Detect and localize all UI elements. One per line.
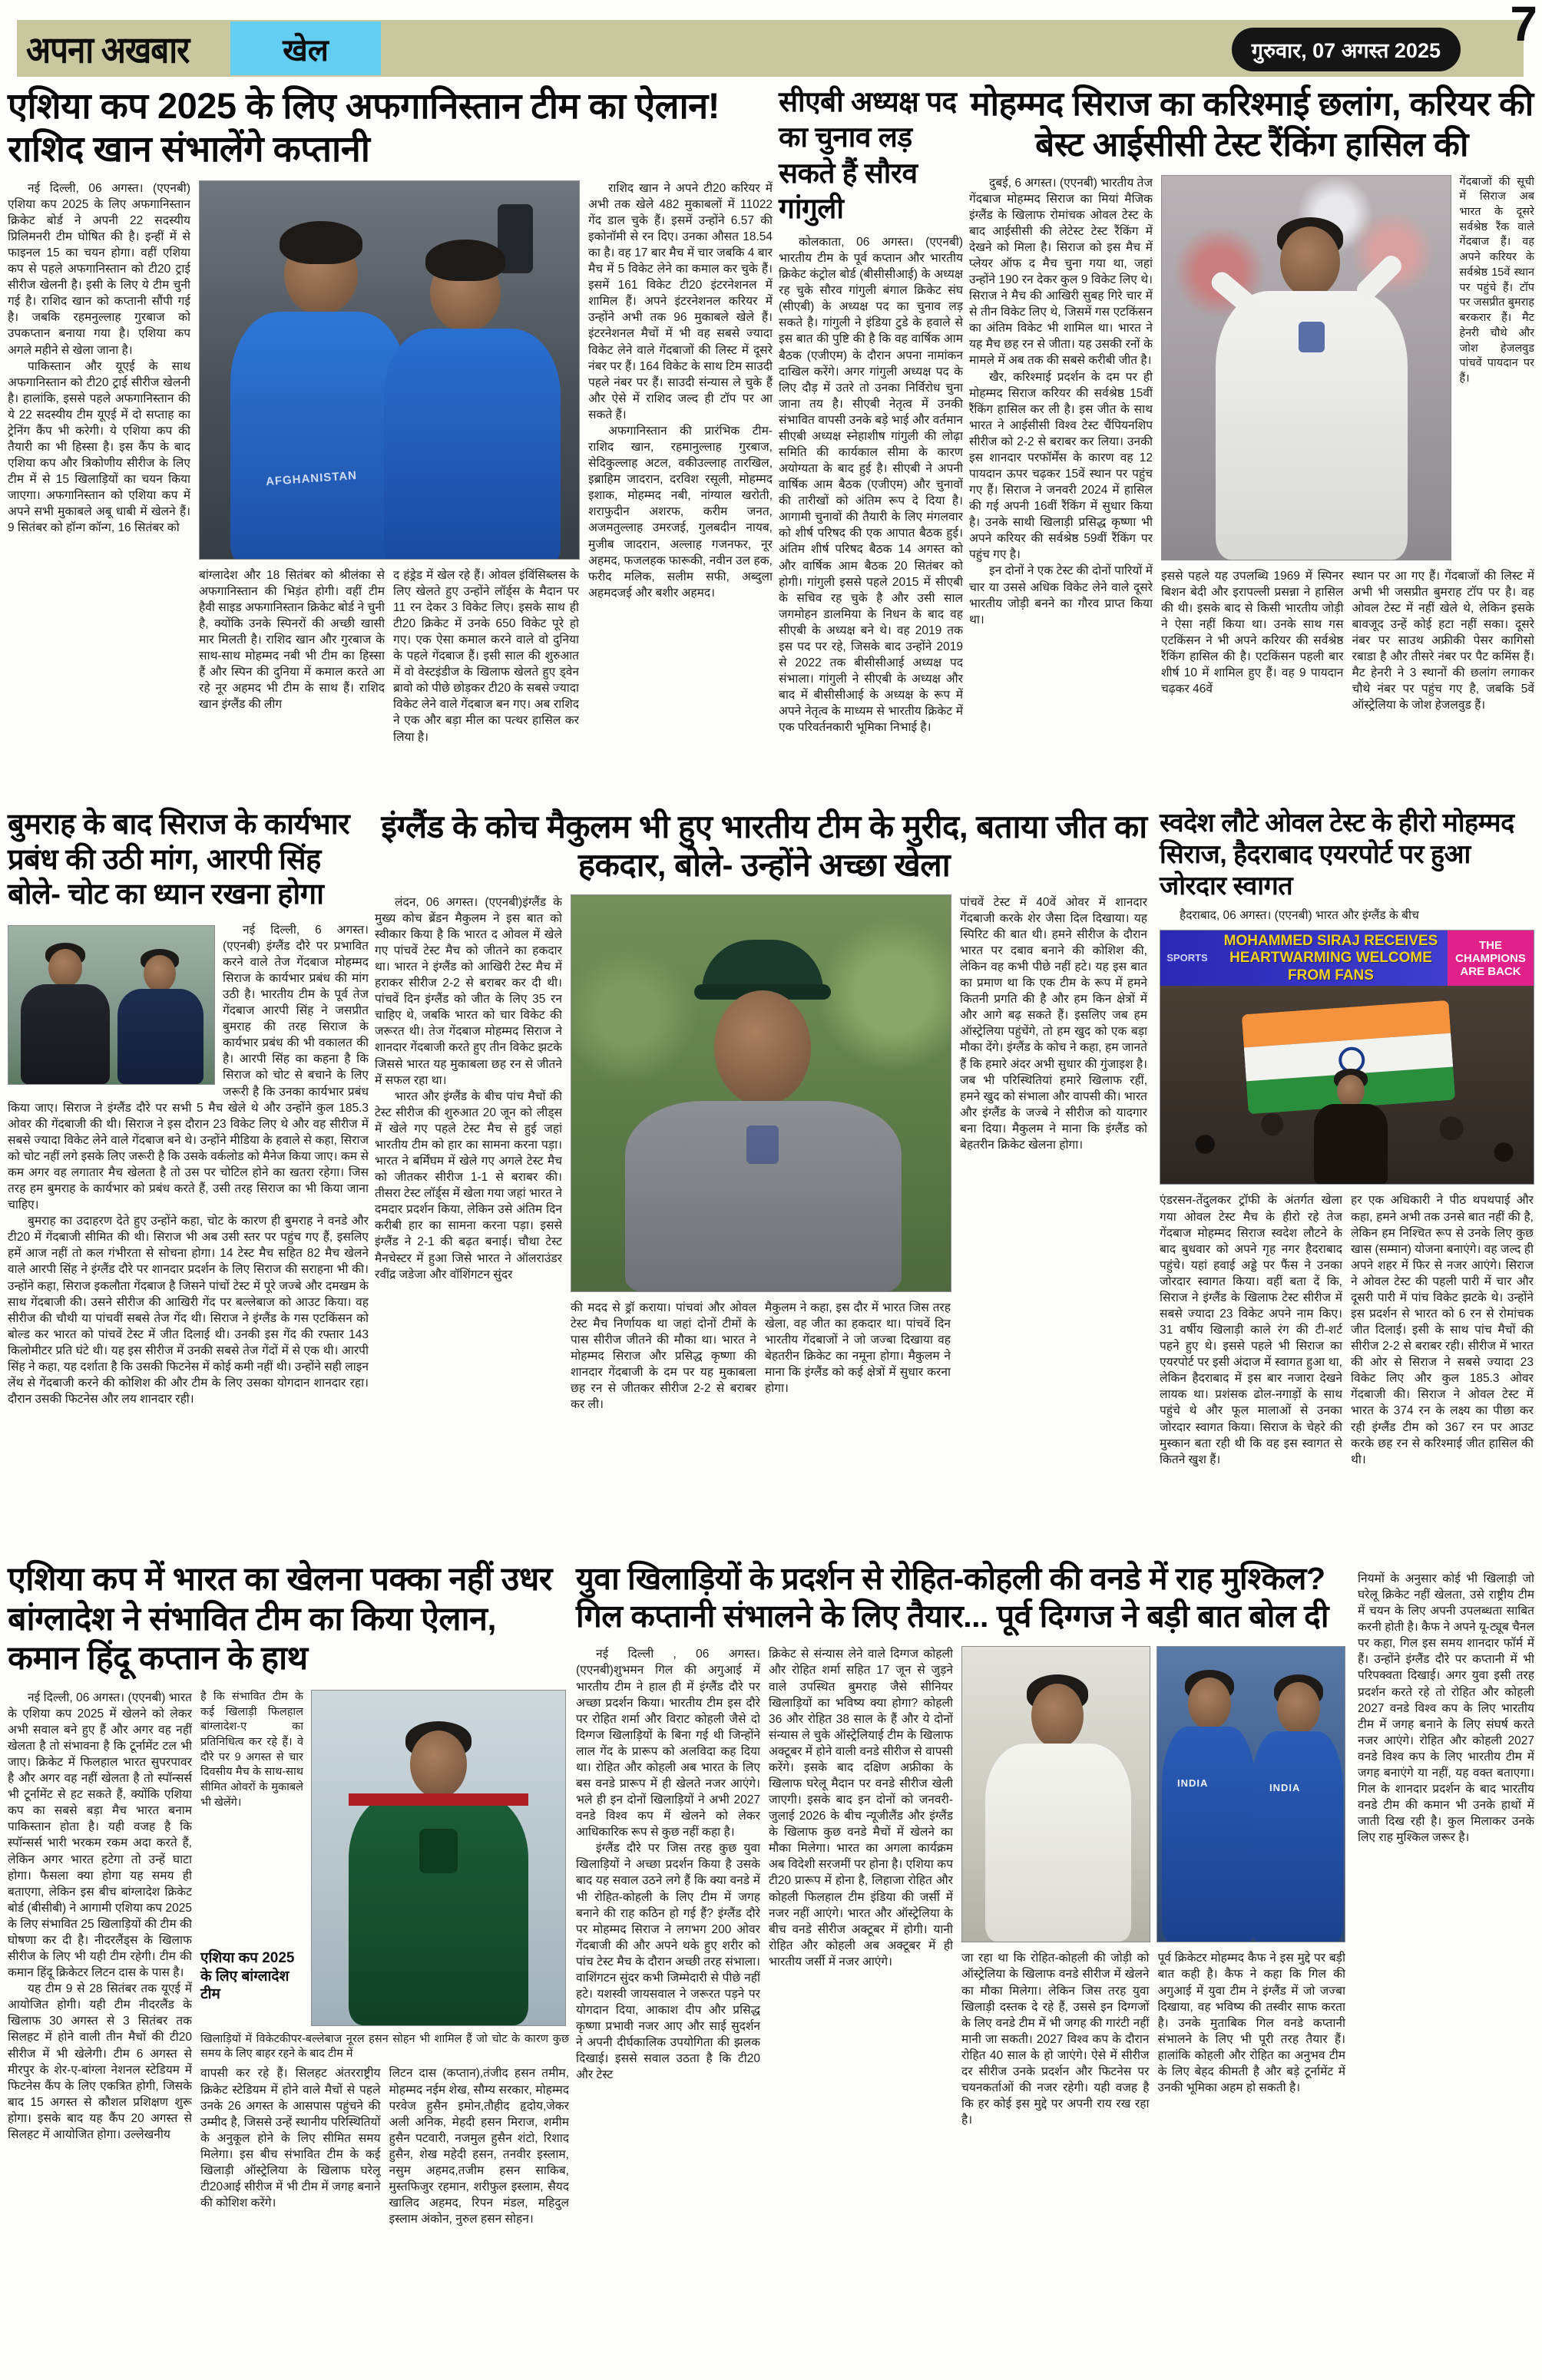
bangladesh-side-text: है कि संभावित टीम के कई खिलाड़ी फिलहाल बांग्लादेश-ए का प्रतिनिधित्व कर रहे हैं। वे दौरे पर 9 अगस्त से चार दिवसीय मैच के साथ-साथ सीमित ओवरों के मुकाबले भी खेलेंगे। [200, 1690, 303, 1809]
paragraph: इंग्लैंड दौरे पर जिस तरह कुछ युवा खिलाड़ियों ने अच्छा प्रदर्शन किया है उसके बाद यह सवाल उठने लगे हैं कि क्या वनडे में भी रोहित-कोहली के लिए टीम में जगह बनाने की राह कठिन हो गई हैं? इंग्लैंड दौरे पर मोहम्मद सिराज ने लगभग 200 ओवर गेंदबाजी की और अपने थके हुए शरीर को पांच टेस्ट मैच के दौरान अच्छी तरह संभाला। वाशिंगटन सुंदर कभी जिम्मेदारी से पीछे नहीं हटे। यशस्वी जायसवाल ने जरूरत पड़ने पर योगदान दिया, आकाश दीप और प्रसिद्ध कृष्णा प्रभावी नजर आए और साई सुदर्शन ने अपनी दीर्घकालिक उपयोगिता की झलक दिखाई। इससे सवाल उठता है कि टी20 और टेस्ट [576, 1842, 760, 2082]
paragraph: अफगानिस्तान की प्रारंभिक टीम- राशिद खान, रहमानुल्लाह गुरबाज, सेदिकुल्लाह अटल, वकीउल्लाह तारखिल, इब्राहिम जादरान, दरविश रसूली, मोहम्मद इशाक, मोहम्मद नबी, नांग्याल खरोती, शराफुदीन अशरफ, करीम जनत, अजमतुल्लाह उमरजई, गुलबदीन नायब, मुजीब जादरान, अल्लाह गजनफर, नूर अहमद, फजलहक फारूकी, नवीन उल हक, फरीद मलिक, सलीम सफी, अब्दुला अहमदजई और बशीर अहमद। [588, 424, 773, 600]
rohit-kohli-below-right: पूर्व क्रिकेटर मोहम्मद कैफ ने इस मुद्दे पर बड़ी बात कही है। कैफ ने कहा कि गिल की अगुआई में युवा टीम ने इंग्लैंड में जो जज्बा दिखाया, वह भविष्य की तस्वीर साफ करता है। उनके मुताबिक गिल वनडे कप्तानी संभालने के लिए भी पूरी तरह तैयार हैं। हालांकि कोहली और रोहित का अनुभव टीम के लिए बेहद कीमती है और बड़े टूर्नामेंट में उनकी भूमिका अहम हो सकती है। [1157, 1952, 1345, 2094]
mccullum-col4: पांचवें टेस्ट में 40वें ओवर में शानदार गेंदबाजी करके शेर जैसा दिल दिखाया। यह स्पिरिट की बात थी। हमने सीरीज के दौरान भारत पर दबाव बनाने की कोशिश की, लेकिन वह कभी पीछे नहीं हटे। यह इस बात का प्रमाण था कि एक टीम के रूप में हमने कितनी प्रगति की है और हम किन क्षेत्रों में और आगे बढ़ सकते हैं। इसलिए जब हम ऑस्ट्रेलिया पहुंचेंगे, तो हम खुद को एक बड़ा मौका देंगे। इंग्लैंड के कोच ने कहा, हम जानते हैं कि हमारे अंदर अभी सुधार की गुंजाइश है। जब भी परिस्थितियां हमारे खिलाफ रहीं, हमने खुद को संभाला और वापसी की। भारत और इंग्लैंड के जज्बे ने सीरीज को यादगार बना दिया। मैकुलम ने माना कि इंग्लैंड को बेहतरीन क्रिकेट खेलना होगा। [960, 895, 1147, 1152]
mccullum-below-right: मैकुलम ने कहा, इस दौर में भारत जिस तरह खेला, वह जीत का हकदार था। पांचवें दिन भारतीय गेंदबाजों ने जो जज्बा दिखाया वह बेहतरीन क्रिकेट का नमूना होगा। मैकुलम ने माना कि इंग्लैंड को कई क्षेत्रों में सुधार करना होगा। [765, 1301, 951, 1396]
headline-rp-singh: बुमराह के बाद सिराज के कार्यभार प्रबंध की उठी मांग, आरपी सिंह बोले- चोट का ध्यान रखना होगा [8, 808, 350, 911]
photo-siraj-welcome [1160, 930, 1534, 1185]
mccullum-col1 [375, 894, 562, 1532]
paragraph: राशिद खान ने अपने टी20 करियर में अभी तक खेले 482 मुकाबलों में 11022 गेंद डाल चुके हैं। इसमें उन्होंने 6.57 की इकोनॉमी से रन दिए। उनका औसत 18.54 का है। वह 17 बार मैच में चार जबकि 4 बार मैच में 5 विकेट लेने का कमाल कर चुके हैं। इसमें 161 विकेट टी20 इंटरनेशनल में शामिल हैं। अपने इंटरनेशनल करियर में उन्होंने अभी तक 96 मुकाबले खेले हैं। इंटरनेशनल मैचों में भी वह सबसे ज्यादा विकेट लेने वाले गेंदबाजों की लिस्ट में दूसरे नंबर पर हैं। 164 विकेट के साथ टिम साउदी पहले नंबर पर हैं। साउदी संन्यास ले चुके हैं और ऐसे में राशिद जल्द ही टॉप पर आ सकते हैं। [588, 181, 773, 421]
paragraph: कोलकाता, 06 अगस्त। (एएनबी) भारतीय टीम के पूर्व कप्तान और भारतीय क्रिकेट कंट्रोल बोर्ड (बीसीसीआई) के अध्यक्ष रह चुके सौरव गांगुली बंगाल क्रिकेट संघ (सीएबी) के अध्यक्ष पद का चुनाव लड़ सकते है। गांगुली ने इंडिया टुडे के हवाले से इस बात की पुष्टि की है कि वह वार्षिक आम बैठक (एजीएम) के दौरान अपना नामांकन दाखिल करेंगे। अगर गांगुली अध्यक्ष पद के लिए दौड़ में उतरे तो उनका निर्विरोध चुना जाना तय है। सीएबी नेतृत्व में उनकी संभावित वापसी उनके बड़े भाई और वर्तमान सीएबी अध्यक्ष स्नेहाशीष गांगुली की लोढ़ा समिति की कार्यकाल सीमा के कारण अयोग्यता के बाद हुई है। सीएबी ने अपनी वार्षिक आम बैठक (एजीएम) और चुनावों की तारीखों को अंतिम रूप दे दिया है। आगामी चुनावों की तैयारी के लिए मंगलवार को शीर्ष परिषद की एक आपात बैठक हुई। अंतिम शीर्ष परिषद बैठक 14 अगस्त को और वार्षिक आम बैठक 20 सितंबर को होगी। गांगुली इससे पहले 2015 में सीएबी के सचिव रह चुके है और उसी साल जगमोहन डालमिया के निधन के बाद वह सीएबी के अध्यक्ष बने थे। वह 2019 तक इस पद पर रहे, जिसके बाद उन्होंने 2019 से 2022 तक बीसीसीआई अध्यक्ष पद संभाला। गांगुली ने सीएबी के अध्यक्ष और बाद में बीसीसीआई के अध्यक्ष के रूप में अपने नेतृत्व के माध्यम से भारतीय क्रिकेट में एक परिवर्तनकारी भूमिका निभाई है। [779, 236, 963, 735]
article-afghanistan [8, 84, 773, 805]
headline-rohit-kohli: युवा खिलाड़ियों के प्रदर्शन से रोहित-कोहली की वनडे में राह मुश्किल? गिल कप्तानी संभालने के लिए तैयार... पूर्व दिग्गज ने बड़ी बात बोल दी [576, 1561, 1329, 1635]
paragraph: बुमराह का उदाहरण देते हुए उन्होंने कहा, चोट के कारण ही बुमराह ने वनडे और टी20 में गेंदबाजी सीमित की थी। सिराज भी अब उसी स्तर पर पहुंच गए हैं, इसलिए हमें आज नहीं तो कल गंभीरता से सोचना होगा। 14 टेस्ट मैच सहित 82 मैच खेलने वाले आरपी सिंह ने इंग्लैंड दौरे पर शानदार प्रदर्शन के लिए सिराज की सराहना भी की। उन्होंने कहा, सिराज इकलौता गेंदबाज है जिसने पांचों टेस्ट में पूरे जज्बे और दमखम के साथ गेंदबाजी की। उसने सीरीज की आखिरी गेंद पर बल्लेबाज को आउट किया। वह सीरीज की चौथी या पांचवीं सबसे तेज गेंद थी। सिराज ने इंग्लैंड के गस एटकिंसन को बोल्ड कर भारत को पांचवें टेस्ट में जीत दिलाई थी। उनकी इस गेंद की रफ्तार 143 किलोमीटर प्रति घंटे थी। यह इस सीरीज में उनकी सबसे तेज गेंदों में से एक थी। आरपी सिंह ने कहा, यह दर्शाता है कि उसकी फिटनेस में कोई कमी नहीं थी। उन्होंने सही लाइन लेंथ से गेंदबाजी करने की कोशिश की और टीम के लिए उसका योगदान शानदार रहा। दौरान उसकी फिटनेस और लय शानदार रही। [8, 1215, 369, 1407]
paragraph: नई दिल्ली, 6 अगस्त। (एएनबी) इंग्लैंड दौरे पर प्रभावित करने वाले तेज गेंदबाज मोहम्मद सिराज के कार्यभार प्रबंध की मांग उठी है। भारतीय टीम के पूर्व तेज गेंदबाज आरपी सिंह ने जसप्रीत बुमराह की तरह सिराज के कार्यभार प्रबंध की भी वकालत की है। आरपी सिंह का कहना है कि सिराज को चोट से बचाने के लिए जरूरी है कि उनका कार्यभार प्रबंध किया जाए। सिराज ने इंग्लैंड दौरे पर सभी 5 मैच खेले थे और उन्होंने कुल 185.3 ओवर की गेंदबाजी की थी। सिराज ने इस दौरान 23 विकेट लिए थे और वह सीरीज में सबसे ज्यादा विकेट लेने वाले गेंदबाज बने थे। उन्होंने मीडिया के हवाले से कहा, सिराज को चोट नहीं लगे इसके लिए जरूरी है कि उसके वर्कलोड को मैनेज किया जाए। कम से कम अगर वह लगातार मैच खेलता है तो उस पर चोटिल होने का खतरा रहेगा। जिस तरह हम बुमराह के कार्यभार को प्रबंध करते हैं, उसी तरह सिराज का भी किया जाना चाहिए। [8, 923, 369, 1212]
siraj-welcome-col1: एंडरसन-तेंदुलकर ट्रॉफी के अंतर्गत खेला गया ओवल टेस्ट मैच के हीरो रहे तेज गेंदबाज मोहम्मद सिराज स्वदेश लौटने के बाद बुधवार को अपने गृह नगर हैदराबाद पहुंचे। यहां हवाई अड्डे पर फैंस ने उनका जोरदार स्वागत किया। वहीं बता दें कि, सिराज ने इंग्लैंड के खिलाफ टेस्ट सीरीज में सबसे ज्यादा 23 विकेट अपने नाम किए। 31 वर्षीय खिलाड़ी काले रंग की टी-शर्ट पहने हुए थे। इससे पहले भी सिराज का एयरपोर्ट पर इसी अंदाज में स्वागत हुआ था, लेकिन हैदराबाद में इस बार नजारा देखने लायक था। प्रशंसक ढोल-नगाड़ों के साथ पहुंचे थे और फूल मालाओं से उनका जोरदार स्वागत किया। सिराज के चेहरे की मुस्कान बता रही थी कि वह इस स्वागत से कितने खुश हैं। [1160, 1194, 1342, 1466]
paragraph: पाकिस्तान और यूएई के साथ अफगानिस्तान को टी20 ट्राई सीरीज खेलनी है। हालांकि, इससे पहले अफगानिस्तान की ये 22 सदस्यीय टीम यूएई में दो सप्ताह का ट्रेनिंग कैंप भी करेगी। ये एशिया कप की तैयारी का भी हिस्सा है। इस कैंप के बाद एशिया कप और त्रिकोणीय सीरीज के लिए टीम में से 15 खिलाड़ियों का चयन किया जाएगा। अफगानिस्तान को एशिया कप में अपने सभी मुकाबले अबू धाबी में खेलने हैं। 9 सितंबर को हॉन्ग कॉन्ग, 16 सितंबर को [8, 359, 190, 535]
article-siraj-ranking [969, 84, 1534, 805]
article-mccullum [375, 808, 1153, 1556]
headline-bangladesh: एशिया कप में भारत का खेलना पक्का नहीं उधर बांग्लादेश ने संभावित टीम का किया ऐलान, कमान हिंदू कप्तान के हाथ [8, 1561, 552, 1678]
paragraph: भारत और इंग्लैंड के बीच पांच मैचों की टेस्ट सीरीज की शुरुआत 20 जून को लीड्स में खेले गए पहले टेस्ट मैच से हुई जहां भारतीय टीम को हार का सामना करना पड़ा। भारत ने बर्मिंघम में खेले गए अगले टेस्ट मैच को जीतकर सीरीज 1-1 से बराबर की। तीसरा टेस्ट लॉर्ड्स में खेला गया जहां भारत ने दमदार प्रदर्शन किया, लेकिन उसे अंतिम दिन करीबी हार का सामना करना पड़ा। इससे इंग्लैंड ने 2-1 की बढ़त बनाई। चौथा टेस्ट मैनचेस्टर में हुआ जिसे भारत ने ऑलराउंडर रवींद्र जडेजा और वॉशिंगटन सुंदर [375, 1089, 562, 1281]
article-rp-singh [8, 808, 369, 1556]
photo-mohammad-kaif [961, 1646, 1150, 1942]
siraj-ranking-below-left: इससे पहले यह उपलब्धि 1969 में स्पिनर बिशन बेदी और इरापल्ली प्रसन्ना ने हासिल की थी। इसके बाद से किसी भारतीय जोड़ी ने ऐसा नहीं किया था। उनके साथ गस एटकिंसन ने भी अपने करियर की सर्वश्रेष्ठ रैंकिंग हासिल की है। एटकिंसन पहली बार शीर्ष 10 में शामिल हुए हैं। वह 9 पायदान चढ़कर 46वें [1161, 569, 1344, 696]
siraj-welcome-col2: हर एक अधिकारी ने पीठ थपथपाई और कहा, हमने अभी तक उनसे बात नहीं की है, लेकिन हम निश्चित रूप से उनके लिए कुछ खास (सम्मान) योजना बनाएंगे। वह जल्द ही अपने शहर में फिर से नजर आएंगे। सिराज ने ओवल टेस्ट की पहली पारी में चार और दूसरी पारी में पांच विकेट झटके थे। उन्होंने इस प्रदर्शन से भारत को 6 रन से रोमांचक जीत दिलाई। इसी के साथ पांच मैचों की सीरीज 2-2 से बराबर रही। सीरीज में भारत की ओर से सिराज ने सबसे ज्यादा 23 विकेट लिए और कुल 185.3 ओवर गेंदबाजी की। सिराज ने ओवल टेस्ट में भारत के 374 रन के लक्ष्य का पीछा कर रही इंग्लैंड टीम को 367 रन पर आउट करके छह रन से करिश्माई जीत हासिल की थी। [1351, 1194, 1534, 1466]
afghanistan-col2: बांग्लादेश और 18 सितंबर को श्रीलंका से अफगानिस्तान की भिड़ंत होगी। वहीं टीम हैवी साइड अफगानिस्तान क्रिकेट बोर्ड ने चुनी है, क्योंकि उनके स्पिनरों की अच्छी खासी मार मिलती है। राशिद खान और गुरबाज के साथ-साथ मोहम्मद नबी भी टीम का हिस्सा हैं और स्पिन की दुनिया में कमाल करते आ रहे नूर अहमद भी टीम के साथ हैं। राशिद खान इंग्लैंड की लीग [199, 568, 385, 712]
siraj-ranking-below-right: स्थान पर आ गए हैं। गेंदबाजों की लिस्ट में अभी भी जसप्रीत बुमराह टॉप पर है। वह ओवल टेस्ट में नहीं खेले थे, लेकिन इसके बावजूद उन्हें कोई हटा नहीं सका। दूसरे नंबर पर साउथ अफ्रीकी पेसर कागिसो रबाडा है और तीसरे नंबर पर पैट कमिंस हैं। मैट हेनरी ने 3 स्थानों की छलांग लगाकर चौथे नंबर पर पहुंच गए है, जबकि 5वें ऑस्ट्रेलिया के जोश हेजलवुड हैं। [1352, 569, 1534, 712]
headline-mccullum: इंग्लैंड के कोच मैकुलम भी हुए भारतीय टीम के मुरीद, बताया जीत का हकदार, बोले- उन्होंने अच्छा खेला [381, 808, 1147, 884]
paragraph: नई दिल्ली , 06 अगस्त। (एएनबी)शुभमन गिल की अगुआई में भारतीय टीम ने हाल ही में इंग्लैंड दौरे पर अच्छा प्रदर्शन किया। भारतीय टीम इस दौरे पर रोहित शर्मा और विराट कोहली जैसे दो दिग्गज खिलाड़ियों के बिना गई थी जिन्होंने लाल गेंद के प्रारूप को अलविदा कह दिया था। रोहित और कोहली अब भारत के लिए बस वनडे प्रारूप में ही खेलते नजर आएंगे। भले ही इन दोनों खिलाड़ियों ने अभी 2027 वनडे विश्व कप में खेलने को लेकर आधिकारिक रूप से कुछ नहीं कहा है। [576, 1648, 760, 1840]
bangladesh-photo-caption: खिलाड़ियों में विकेटकीपर-बल्लेबाज नूरल हसन सोहन भी शामिल हैं जो चोट के कारण कुछ समय के लिए बाहर रहने के बाद टीम में [200, 2032, 569, 2060]
article-ganguly [779, 84, 963, 805]
rohit-kohli-below-left: जा रहा था कि रोहित-कोहली की जोड़ी को ऑस्ट्रेलिया के खिलाफ वनडे सीरीज में खेलने का मौका मिलेगा। लेकिन जिस तरह युवा खिलाड़ी दस्तक दे रहे हैं, उससे इन दिग्गजों के लिए वनडे टीम में भी जगह की गारंटी नहीं मानी जा सकती। 2027 विश्व कप के दौरान रोहित 40 साल के हो जाएंगे। ऐसे में सीरीज दर सीरीज उनके प्रदर्शन और फिटनेस पर चयनकर्ताओं की नजर रहेगी। यही वजह है कि हर कोई इस मुद्दे पर अपनी राय रख रहा है। [961, 1952, 1150, 2127]
article-rohit-kohli [576, 1560, 1353, 2371]
photo-rp-singh [8, 925, 215, 1085]
rp-singh-body [8, 922, 369, 1529]
siraj-welcome-dateline: हैदराबाद, 06 अगस्त। (एएनबी) भारत और इंग्लैंड के बीच [1180, 909, 1419, 923]
headline-siraj-ranking: मोहम्मद सिराज का करिश्माई छलांग, करियर की बेस्ट आईसीसी टेस्ट रैंकिंग हासिल की [970, 85, 1534, 164]
section-tab-sports[interactable]: खेल [230, 21, 381, 75]
afghanistan-col1 [8, 180, 190, 792]
rohit-kohli-col1 [576, 1646, 760, 2360]
paragraph: नई दिल्ली, 06 अगस्त। (एएनबी) भारत के एशिया कप 2025 में खेलने को लेकर अभी सवाल बने हुए हैं और अगर वह नहीं खेलता है तो संभावना है कि टूर्नामेंट टल भी जाए। क्रिकेट में फिलहाल भारत सुपरपावर है और अगर वह नहीं खेलता है तो स्पॉन्सर्स भी टूर्नामेंट से हट सकते हैं, क्योंकि एशिया कप का सबसे बड़ा मैच भारत बनाम पाकिस्तान होता है। यही वजह है कि स्पॉन्सर्स भारी भरकम रकम अदा करते हैं, लेकिन अगर भारत हटेगा तो उन्हें घाटा होगा। फैसला क्या होगा यह समय ही बताएगा, लेकिन इस बीच बांग्लादेश क्रिकेट बोर्ड (बीसीबी) ने आगामी एशिया कप 2025 के लिए संभावित 25 खिलाड़ियों की टीम की घोषणा कर दी है। नीदरलैंड्स के खिलाफ सीरीज के लिए भी यही टीम रहेगी। टीम की कमान हिंदू क्रिकेटर लिटन दास के पास है। [8, 1691, 192, 1980]
masthead: अपना अखबार [26, 28, 190, 71]
headline-siraj-welcome: स्वदेश लौटे ओवल टेस्ट के हीरो मोहम्मद सिराज, हैदराबाद एयरपोर्ट पर हुआ जोरदार स्वागत [1160, 808, 1514, 901]
photo-rohit-kohli [1156, 1646, 1345, 1942]
siraj-ranking-col1 [969, 175, 1153, 794]
bangladesh-squad-list: लिटन दास (कप्तान),तंजीद हसन तमीम, मोहम्मद नईम शेख, सौम्य सरकार, मोहम्मद परवेज हुसैन इमोन,तौहीद हृदोय,जेकर अली अनिक, मेहदी हसन मिराज, शमीम हुसैन पटवारी, नजमुल हुसैन शंटो, रिशाद हुसैन, शेख महेदी हसन, तनवीर इस्लाम, नसुम अहमद,तजीम हसन साकिब, मुस्तफिजुर रहमान, शरीफुल इस्लाम, सैयद खालिद अहमद, रिपन मंडल, महिदुल इस्लाम अंकोन, नुरुल हसन सोहन। [389, 2067, 569, 2226]
mccullum-below-left: की मदद से ड्रॉ कराया। पांचवां और ओवल टेस्ट मैच निर्णायक था जहां दोनों टीमों के पास सीरीज जीतने की मौका था। भारत ने मोहम्मद सिराज और प्रसिद्ध कृष्णा की शानदार गेंदबाजी के दम पर यह मुकाबला छह रन से जीतकर सीरीज 2-2 से बराबर कर ली। [571, 1301, 756, 1412]
jersey-text-india-right: INDIA [1269, 1782, 1301, 1794]
champions-are-back-label: THE CHAMPIONS ARE BACK [1448, 931, 1534, 986]
rohit-kohli-col5: नियमों के अनुसार कोई भी खिलाड़ी जो घरेलू क्रिकेट नहीं खेलता, उसे राष्ट्रीय टीम में चयन के लिए अपनी उपलब्धता साबित करनी होती है। कैफ ने अपने यू-ट्यूब चैनल पर कहा, गिल इस समय शानदार फॉर्म में हैं। उन्होंने इंग्लैंड दौरे पर कप्तानी में भी परिपक्वता दिखाई। अगर युवा इसी तरह प्रदर्शन करते रहे तो रोहित और कोहली 2027 वनडे विश्व कप के लिए भारतीय टीम में जगह बनाने के लिए संघर्ष करते नजर आएंगे। रोहित और कोहली 2027 वनडे विश्व कप के लिए भारतीय टीम में जगह बनाएंगे या नहीं, यह वक्त बताएगा। गिल के शानदार प्रदर्शन के बाद भारतीय वनडे टीम की कमान भी उनके हाथों में जाती दिख रही है। कुल मिलाकर उनके लिए राह मुश्किल जरूर है। [1358, 1572, 1534, 1845]
header-bar [17, 20, 1524, 77]
paragraph: खैर, करिश्माई प्रदर्शन के दम पर ही मोहम्मद सिराज करियर की सर्वश्रेष्ठ 15वीं रैंकिंग हासिल कर ली है। इस जीत के साथ भारत ने आईसीसी विश्व टेस्ट चैंपियनशिप सीरीज को 2-2 से बराबर कर लिया। उनकी इस शानदार परफॉर्मेंस के कारण वह 12 पायदान ऊपर चढ़कर 15वें स्थान पर पहुंच गए हैं। सिराज ने जनवरी 2024 में हासिल की गई अपनी 16वीं रैंकिंग में सुधार किया है। उनके साथी खिलाड़ी प्रसिद्ध कृष्णा भी अपने करियर की सर्वश्रेष्ठ 59वीं रैंकिंग पर पहुंच गए है। [969, 370, 1153, 562]
paragraph: लंदन, 06 अगस्त। (एएनबी)इंग्लैंड के मुख्य कोच ब्रेंडन मैकुलम ने इस बात को स्वीकार किया है कि भारत द ओवल में खेले गए पांचवें टेस्ट मैच को जीतने का हकदार था। भारत ने इंग्लैंड को आखिरी टेस्ट मैच में हराकर सीरीज 2-2 से बराबर कर दी थी। पांचवें दिन इंग्लैंड को जीत के लिए 35 रन चाहिए थे, जबकि भारत को चार विकेट की जरूरत थी। तेज गेंदबाज मोहम्मद सिराज ने शानदार गेंदबाजी करते हुए तीन विकेट झटके जिससे भारत यह मुकाबला छह रन से जीतने में सफल रहा था। [375, 895, 562, 1087]
siraj-ranking-strip: गेंदबाजों की सूची में सिराज अब भारत के दूसरे सर्वश्रेष्ठ रैंक वाले गेंदबाज हैं। वह अपने करियर के सर्वश्रेष्ठ 15वें स्थान पर पहुंचे हैं। टॉप पर जसप्रीत बुमराह बरकरार हैं। मैट हेनरी चौथे और जोश हेजलवुड पांचवें पायदान पर हैं। [1459, 175, 1534, 385]
paragraph: नई दिल्ली, 06 अगस्त। (एएनबी) एशिया कप 2025 के लिए अफगानिस्तान क्रिकेट बोर्ड ने अपनी 22 सदस्यीय प्रिलिमनरी टीम घोषित की है। इन्हीं में से फाइनल 15 का चयन होगा। वहीं एशिया कप से पहले अफगानिस्तान को टी20 ट्राई सीरीज खेलनी है। इसी के लिए ये टीम चुनी गई है। राशिद खान को कप्तानी सौंपी गई है। जबकि रहमनुल्लाह गुरबाज को उपकप्तान बनाया गया है। एशिया कप अगले महीने से खेला जाना है। [8, 181, 190, 357]
paragraph: यह टीम 9 से 28 सितंबर तक यूएई में आयोजित होगी। यही टीम नीदरलैंड के खिलाफ 30 अगस्त से 3 सितंबर तक सिलहट में होने वाली तीन मैचों की टी20 सीरीज में भी खेलेगी। टीम 6 अगस्त से मीरपुर के शेर-ए-बांग्ला नेशनल स्टेडियम में फिटनेस कैंप के लिए एकत्रित होगी, जिसके बाद 15 अगस्त से कौशल प्रशिक्षण शुरू होगा। इसके बाद यह कैंप 20 अगस्त से सिलहट में आयोजित होगा। उल्लेखनीय [8, 1982, 192, 2141]
photo-mccullum [571, 894, 951, 1292]
photo-siraj-celebration [1161, 175, 1451, 560]
paragraph: इन दोनों ने एक टेस्ट की दोनों पारियों में चार या उससे अधिक विकेट लेने वाले दूसरे भारतीय जोड़ी बनने का गौरव प्राप्त किया था। [969, 564, 1153, 626]
banner-line2: HEARTWARMING WELCOME FROM FANS [1229, 950, 1432, 983]
article-siraj-welcome [1160, 808, 1534, 1556]
page-number: 7 [1510, 0, 1537, 51]
afghanistan-col4 [588, 180, 773, 792]
rohit-kohli-col2: क्रिकेट से संन्यास लेने वाले दिग्गज कोहली और रोहित शर्मा सहित 17 जून से जुड़ने वाले उपस्थित बुमराह जैसे सीनियर खिलाड़ियों का भविष्य क्या होगा? कोहली 36 और रोहित 38 साल के हैं और ये दोनों संन्यास ले चुके ऑस्ट्रेलियाई टीम के खिलाफ अक्टूबर में होने वाली वनडे सीरीज से वापसी करेंगे। इसके बाद दक्षिण अफ्रीका के खिलाफ घरेलू मैदान पर वनडे सीरीज खेली जाएगी। इसके बाद इन दोनों को जनवरी-जुलाई 2026 के बीच न्यूजीलैंड और इंग्लैंड के खिलाफ कुछ वनडे मैचों में खेलने का मौका मिलेगा। भारत का अगला कार्यक्रम अब विदेशी सरजमीं पर होना है। एशिया कप टी20 प्रारूप में होना है, लिहाजा रोहित और कोहली फिलहाल टीम इंडिया की जर्सी में नजर नहीं आएंगे। भारत और ऑस्ट्रेलिया के बीच वनडे सीरीज अक्टूबर में होगी। यानी रोहित और कोहली अब अक्टूबर में ही भारतीय जर्सी में नजर आएंगे। [769, 1648, 953, 1968]
afghanistan-col3: द हंड्रेड में खेल रहे हैं। ओवल इंविंसिब्लस के लिए खेलते हुए उन्होंने लॉर्ड्स के मैदान पर 11 रन देकर 3 विकेट लिए। इसके साथ ही टी20 क्रिकेट में उनके 650 विकेट पूरे हो गए। एक ऐसा कमाल करने वाले वो दुनिया के पहले गेंदबाज हैं। इसी साल की शुरुआत में वो वेस्टइंडीज के खिलाफ खेलते हुए ड्वेन ब्रावो को पीछे छोड़कर टी20 के सबसे ज्यादा विकेट लेने वाले गेंदबाज बन गए। अब राशिद ने एक और बड़ा मील का पत्थर हासिल कर लिया है। [393, 568, 579, 744]
headline-afghanistan: एशिया कप 2025 के लिए अफगानिस्तान टीम का ऐलान! राशिद खान संभालेंगे कप्तानी [8, 85, 720, 170]
headline-ganguly: सीएबी अध्यक्ष पद का चुनाव लड़ सकते हैं सौरव गांगुली [779, 86, 957, 224]
ganguly-body [779, 234, 963, 825]
photo-afghanistan-players [199, 180, 580, 560]
ndtv-sports-logo: SPORTS [1166, 952, 1208, 964]
photo-litton-das [311, 1690, 566, 2026]
date-badge: गुरुवार, 07 अगस्त 2025 [1232, 28, 1461, 71]
photo-banner [1160, 931, 1534, 986]
banner-line1: MOHAMMED SIRAJ RECEIVES [1223, 932, 1438, 949]
jersey-text-afghanistan: AFGHANISTAN [265, 468, 358, 488]
bangladesh-col1 [8, 1690, 192, 2342]
article-bangladesh [8, 1560, 570, 2371]
bangladesh-squad-subhead: एशिया कप 2025 के लिए बांग्लादेश टीम [200, 1949, 295, 2003]
bangladesh-col2: वापसी कर रहे हैं। सिलहट अंतरराष्ट्रीय क्रिकेट स्टेडियम में होने वाले मैचों से पहले उनके 26 अगस्त के आसपास पहुंचने की उम्मीद है, जिससे उन्हें स्थानीय परिस्थितियों के अनुकूल होने के लिए सीमित समय मिलेगा। इस बीच संभावित टीम के कई खिलाड़ी ऑस्ट्रेलिया के खिलाफ घरेलू टी20आई सीरीज में भी टीम में जगह बनाने की कोशिश करेंगे। [200, 2067, 381, 2210]
jersey-text-india-left: INDIA [1177, 1777, 1209, 1790]
paragraph: दुबई, 6 अगस्त। (एएनबी) भारतीय तेज गेंदबाज मोहम्मद सिराज का मियां मैजिक इंग्लैंड के खिलाफ रोमांचक ओवल टेस्ट के बाद आईसीसी की लेटेस्ट टेस्ट रैंकिंग में देखने को मिला है। सिराज को इस मैच में प्लेयर ऑफ द मैच चुना गया था, जहां उन्होंने 190 रन देकर कुल 9 विकेट लिए थे। सिराज ने मैच की आखिरी सुबह गिरे चार में से तीन विकेट लिए थे, जिसमें गस एटकिंसन का अंतिम विकेट भी शामिल था। भारत ने यह मैच छह रन से जीता। यह उसकी रनों के मामले में अब तक की सबसे करीबी जीत है। [969, 176, 1153, 368]
